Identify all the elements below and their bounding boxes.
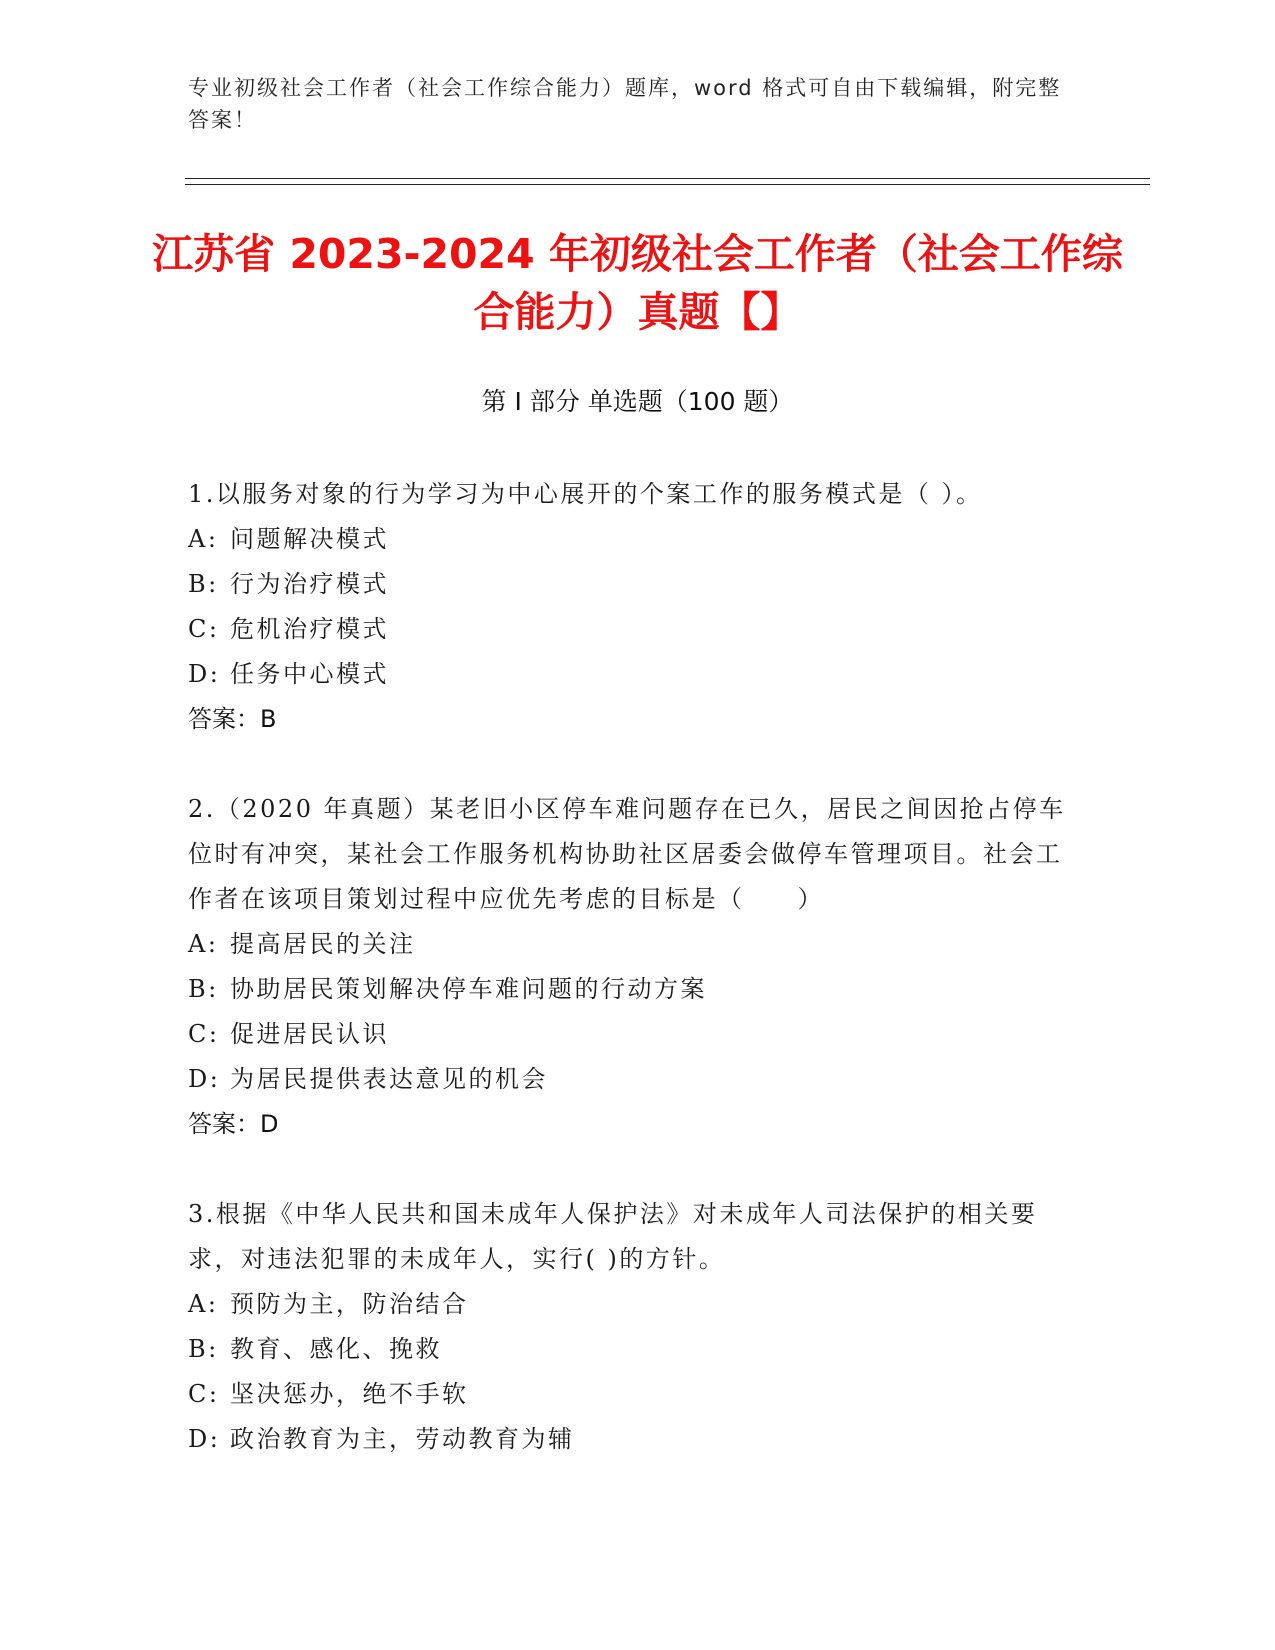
- option-text: 提高居民的关注: [230, 930, 416, 958]
- option-text: 危机治疗模式: [230, 615, 389, 643]
- option-letter: B:: [188, 975, 219, 1003]
- option-letter: A:: [188, 525, 219, 553]
- option-b: [188, 1327, 1068, 1372]
- option-text: 协助居民策划解决停车难问题的行动方案: [230, 975, 707, 1003]
- option-letter: C:: [188, 1380, 220, 1408]
- question-stem: 3.根据《中华人民共和国未成年人保护法》对未成年人司法保护的相关要求，对违法犯罪的未成年人，实行( )的方针。: [188, 1200, 1038, 1273]
- option-d: [188, 1057, 1068, 1102]
- option-letter: D:: [188, 1425, 221, 1453]
- option-b: [188, 562, 1068, 607]
- option-a: [188, 517, 1068, 562]
- option-letter: B:: [188, 1335, 219, 1363]
- option-d: [188, 1417, 1068, 1462]
- option-letter: D:: [188, 660, 221, 688]
- option-letter: A:: [188, 1290, 219, 1318]
- page-title: 江苏省 2023-2024 年初级社会工作者（社会工作综合能力）真题【】: [152, 230, 1123, 336]
- option-text: 教育、感化、挽救: [230, 1335, 442, 1363]
- header-note: 专业初级社会工作者（社会工作综合能力）题库，word 格式可自由下载编辑，附完整答案！: [188, 76, 1062, 132]
- option-c: [188, 1372, 1068, 1417]
- option-letter: C:: [188, 1020, 220, 1048]
- section-heading: 第 I 部分 单选题（100 题）: [481, 387, 794, 416]
- header-divider-top: [185, 178, 1150, 179]
- question-2: [188, 787, 1068, 1147]
- option-b: [188, 967, 1068, 1012]
- answer-line: 答案：D: [188, 1110, 279, 1138]
- option-letter: C:: [188, 615, 220, 643]
- option-text: 问题解决模式: [230, 525, 389, 553]
- answer-line: 答案：B: [188, 705, 277, 733]
- option-text: 任务中心模式: [230, 660, 389, 688]
- option-d: [188, 652, 1068, 697]
- option-a: [188, 922, 1068, 967]
- option-c: [188, 607, 1068, 652]
- option-a: [188, 1282, 1068, 1327]
- option-letter: A:: [188, 930, 219, 958]
- option-c: [188, 1012, 1068, 1057]
- option-text: 坚决惩办，绝不手软: [230, 1380, 469, 1408]
- option-text: 行为治疗模式: [230, 570, 389, 598]
- question-3: [188, 1192, 1068, 1462]
- question-list: [188, 472, 1068, 1507]
- option-text: 促进居民认识: [230, 1020, 389, 1048]
- option-text: 预防为主，防治结合: [230, 1290, 469, 1318]
- option-text: 为居民提供表达意见的机会: [230, 1065, 548, 1093]
- question-1: [188, 472, 1068, 742]
- header-divider-bottom: [185, 184, 1150, 185]
- question-stem: 2.（2020 年真题）某老旧小区停车难问题存在已久，居民之间因抢占停车位时有冲突，某社会工作服务机构协助社区居委会做停车管理项目。社会工作者在该项目策划过程中应优先考虑的目标是（ ）: [188, 795, 1066, 913]
- option-letter: D:: [188, 1065, 221, 1093]
- option-text: 政治教育为主，劳动教育为辅: [230, 1425, 575, 1453]
- option-letter: B:: [188, 570, 219, 598]
- question-stem: 1.以服务对象的行为学习为中心展开的个案工作的服务模式是（ ）。: [188, 480, 983, 508]
